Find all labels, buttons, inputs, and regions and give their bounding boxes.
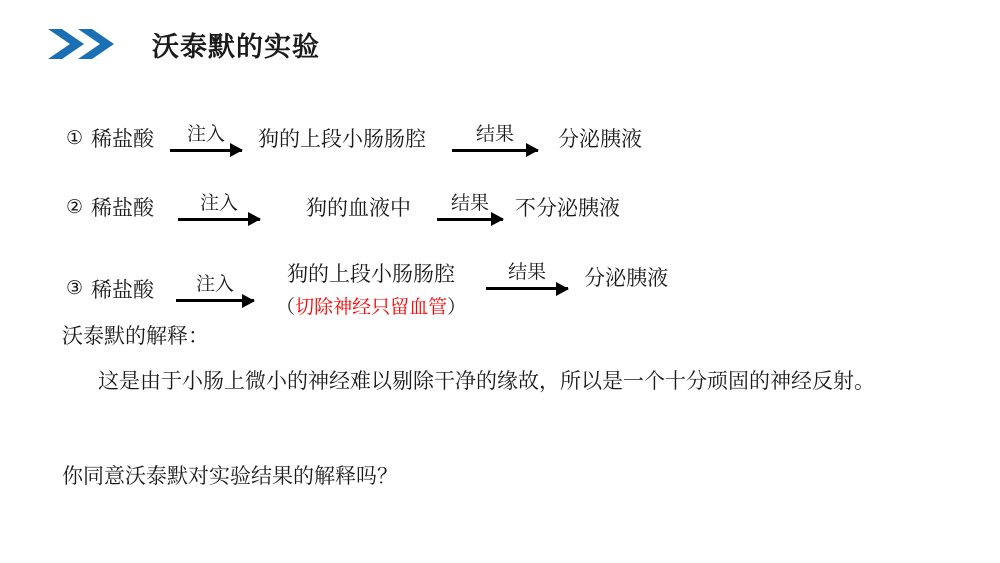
experiment-reagent: 稀盐酸 (91, 197, 155, 220)
experiment-result: 分泌胰液 (558, 128, 643, 151)
result-arrow-label: 结果 (508, 262, 547, 283)
arrow-shaft (486, 287, 568, 290)
experiment-number: ② (66, 196, 84, 218)
experiment-row-3 (66, 258, 668, 319)
experiment-number: ① (66, 127, 84, 149)
note-open-paren: （ (276, 297, 296, 318)
chevron-double-right-icon (48, 27, 118, 61)
injection-arrow-2 (178, 194, 260, 221)
result-arrow-label: 结果 (451, 192, 490, 214)
page-title: 沃泰默的实验 (152, 31, 320, 62)
injection-arrow-3 (176, 275, 254, 302)
result-arrow-1 (452, 125, 538, 152)
injection-arrow-label: 注入 (196, 274, 235, 295)
explanation-heading: 沃泰默的解释： (62, 325, 209, 348)
explanation-question: 你同意沃泰默对实验结果的解释吗？ (62, 465, 398, 488)
experiment-number: ③ (66, 278, 84, 299)
injection-arrow-1 (170, 125, 242, 152)
experiment-row-2 (66, 192, 620, 222)
experiment-result: 不分泌胰液 (515, 197, 621, 220)
experiment-reagent: 稀盐酸 (91, 128, 155, 151)
experiment-row-1 (66, 123, 642, 153)
result-arrow-label: 结果 (476, 123, 515, 145)
arrow-shaft (170, 149, 242, 152)
experiment-target: 狗的上段小肠肠腔 (287, 263, 456, 286)
note-highlight: 切除神经只留血管 (295, 297, 448, 318)
note-close-paren: ） (447, 297, 467, 318)
result-arrow-2 (437, 194, 503, 221)
slide-title-row (48, 22, 320, 66)
result-arrow-3 (486, 263, 568, 290)
experiment-target: 狗的上段小肠肠腔 (258, 128, 427, 151)
injection-arrow-label: 注入 (200, 192, 239, 214)
arrow-shaft (437, 218, 503, 221)
arrow-shaft (176, 299, 254, 302)
experiment-target: 狗的血液中 (306, 197, 412, 220)
experiment-result: 分泌胰液 (584, 266, 669, 290)
experiment-target-group (276, 258, 466, 319)
arrow-shaft (178, 218, 260, 221)
experiment-note (276, 292, 466, 319)
injection-arrow-label: 注入 (187, 123, 226, 145)
experiment-reagent: 稀盐酸 (91, 278, 155, 302)
arrow-shaft (452, 149, 538, 152)
explanation-body: 这是由于小肠上微小的神经难以剔除干净的缘故，所以是一个十分顽固的神经反射。 (98, 370, 875, 393)
